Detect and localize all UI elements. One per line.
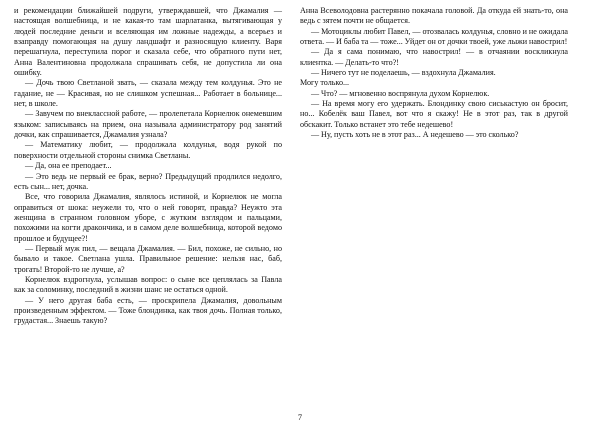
paragraph: Корнелюк вздрогнула, услышав вопрос: о сыне все цеплялась за Павла как за соломинку, последний в жизни шанс не остаться одной. xyxy=(14,274,282,295)
paragraph: — Дочь твою Светланой звать, — сказала между тем колдунья. Это не гадание, не — Красивая, но не слишком успешная... Работает в больнице... нет, в школе. xyxy=(14,78,282,109)
paragraph: Все, что говорила Джамалия, являлось истиной, и Корнелюк не могла оправиться от шока: неужели то, что о ней говорят, правда? Неужто эта женщина в странном головном уборе, с жутким взглядом и пальцами, похожими на когти дракончика, и в самом деле волшебница, которой ведомо прошлое и будущее?! xyxy=(14,192,282,243)
paragraph: — На время могу его удержать. Блондинку свою сиськастую он бросит, но... Кобелёк ваш Павел, вот что я скажу! Не в этот раз, так в другой обскакит. Только встанет это тебе недешево! xyxy=(300,99,568,129)
paragraph: Анна Всеволодовна растерянно покачала головой. Да откуда ей знать-то, она ведь с зятем почти не общается. xyxy=(300,6,568,26)
paragraph: — Ничего тут не поделаешь, — вздохнула Джамалия. xyxy=(311,68,496,78)
right-column xyxy=(300,6,568,404)
paragraph: — У него другая баба есть, — проскрипела Джамалия, довольным произведенным эффектом. — Тоже блондинка, как твоя дочь. Полная только, грудастая... Знаешь такую? xyxy=(14,295,282,326)
paragraph: и рекомендации ближайшей подруги, утверждавшей, что Джамалия — настоящая волшебница, и не какая-то там шарлатанка, вытягивающая у людей последние деньги и вселяющая им ложные надежды, а всерьез и взаправду помогающая на душу ландшафт и разносящую клиенту. Варя перешагнула, переступила порог и сказала себе, что обратного пути нет, Анна Валентиновна продолжала спрашивать себя, не допустила ли она ошибку. xyxy=(14,6,282,78)
paragraph: — Что? — мгновенно воспрянула духом Корнелюк. xyxy=(311,88,490,98)
paragraph: — Это ведь не первый ее брак, верно? Предыдущий продлился недолго, есть сын... нет, дочка. xyxy=(14,171,282,191)
paragraph: — Да, она ее преподает... xyxy=(25,161,112,171)
paragraph: — Завучем по внеклассной работе, — пролепетала Корнелюк онемевшим языком: записываясь на прием, она называла администратору род занятий дочки, как спрашивается, Джамалия узнала? xyxy=(14,109,282,140)
paragraph: — Мотоциклы любит Павел, — отозвалась колдунья, словно и не ожидала ответа. — И баба та — тоже... Уйдет он от дочки твоей, уже лыжи навострил! xyxy=(300,26,568,47)
page-number: 7 xyxy=(297,413,303,422)
paragraph: — Да я сама понимаю, что навострил! — в отчаянии воскликнула клиентка. — Делать-то что?! xyxy=(300,47,568,67)
paragraph: Могу только... xyxy=(300,78,350,88)
paragraph: — Первый муж пил, — вещала Джамалия. — Бил, похоже, не сильно, но бывало и такое. Светлана ушла. Правильное решение: нельзя нас, баб, трогать! Второй-то не лучше, а? xyxy=(14,243,282,274)
paragraph: — Математику любит, — продолжала колдунья, водя рукой по поверхности отдельной стороны снимка Светланы. xyxy=(14,140,282,160)
paragraph: — Ну, пусть хоть не в этот раз... А недешево — это сколько? xyxy=(311,130,519,140)
left-column xyxy=(14,6,282,404)
